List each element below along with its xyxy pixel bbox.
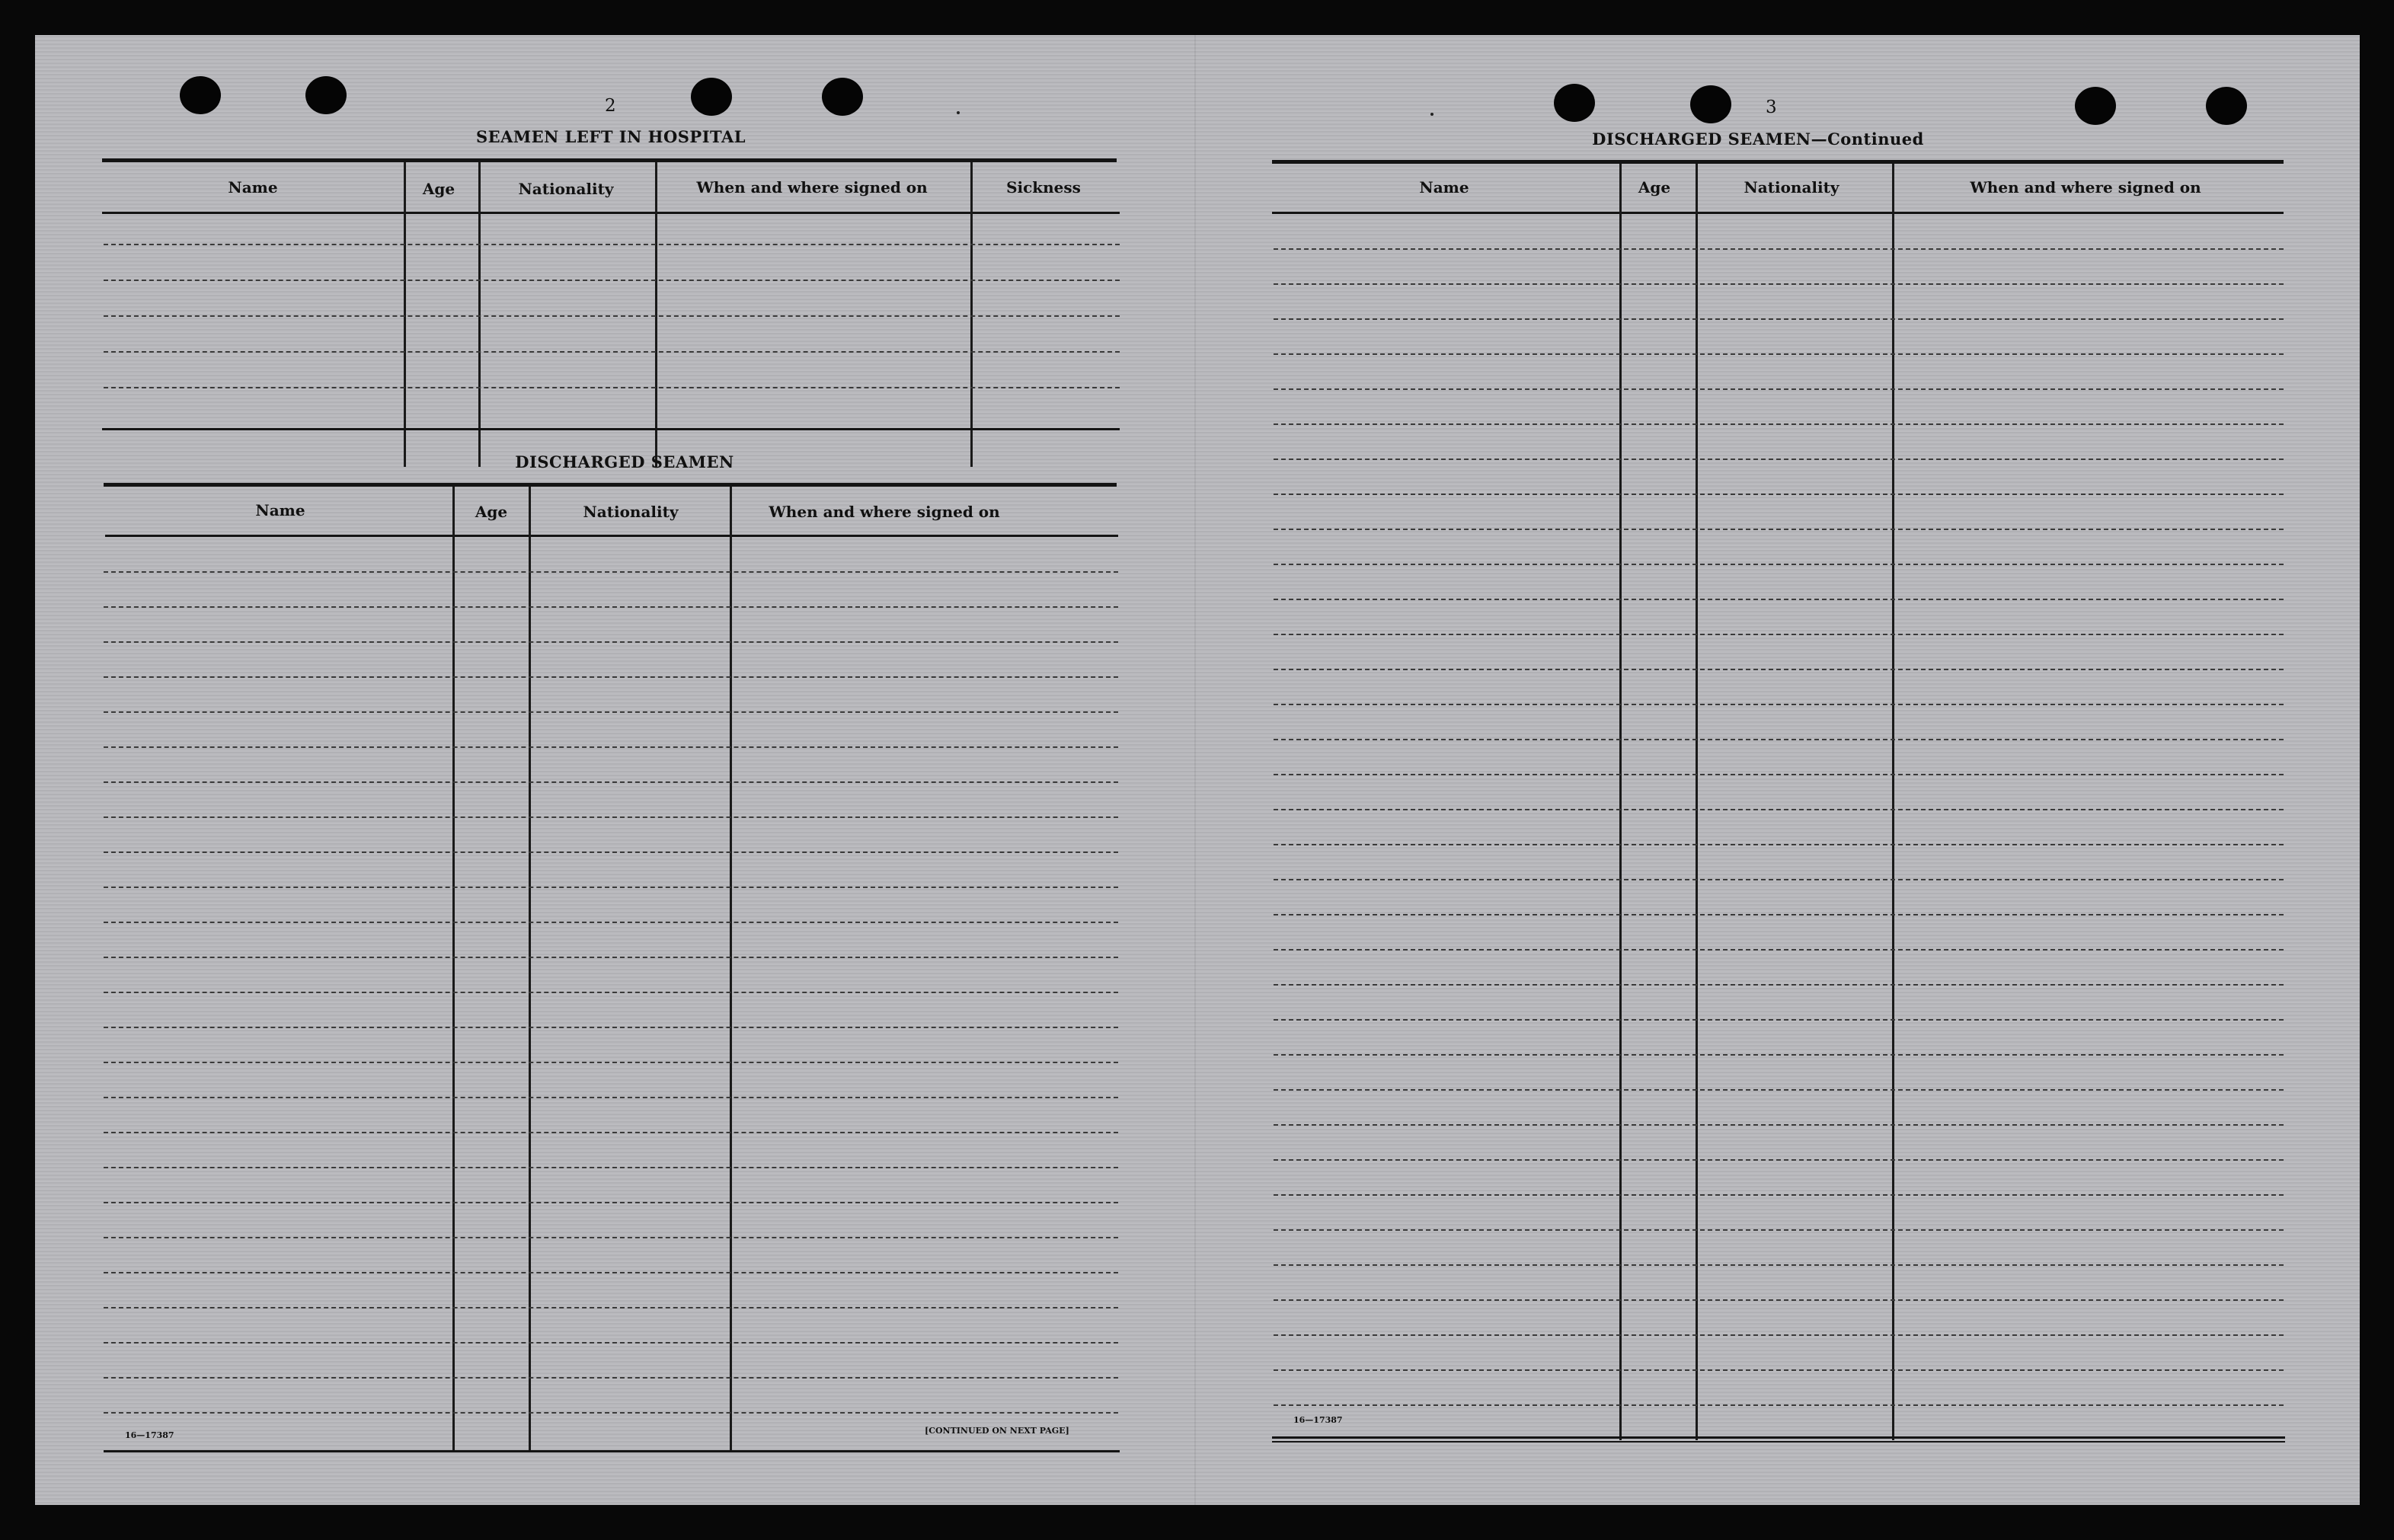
- entry-line: [1274, 634, 2284, 635]
- continued-note: [CONTINUED ON NEXT PAGE]: [925, 1426, 1069, 1436]
- entry-line: [1274, 844, 2284, 845]
- entry-line: [104, 1377, 1118, 1379]
- discharged-header-rule: [105, 535, 1118, 537]
- entry-line: [1274, 949, 2284, 951]
- hospital-col-sickness: Sickness: [1006, 178, 1081, 196]
- entry-line: [104, 280, 1120, 281]
- form-sheet: [35, 35, 2360, 1505]
- entry-line: [1274, 1194, 2284, 1196]
- continued-title-suffix: —Continued: [1811, 129, 1924, 149]
- punch-hole: [180, 76, 221, 114]
- entry-line: [1274, 809, 2284, 810]
- entry-line: [1274, 1369, 2284, 1371]
- hospital-divider: [478, 162, 481, 467]
- hospital-top-rule: [102, 158, 1117, 162]
- continued-divider: [1892, 164, 1894, 1440]
- entry-line: [1274, 1159, 2284, 1161]
- entry-line: [1274, 458, 2284, 460]
- discharged-bottom-rule: [104, 1450, 1120, 1452]
- center-fold: [1194, 35, 1196, 1505]
- entry-line: [1274, 1404, 2284, 1406]
- continued-col-nationality: Nationality: [1744, 178, 1839, 196]
- entry-line: [1274, 1019, 2284, 1021]
- punch-hole: [691, 78, 732, 116]
- entry-line: [104, 1272, 1118, 1273]
- continued-top-rule: [1272, 160, 2284, 164]
- entry-line: [1274, 423, 2284, 425]
- entry-line: [104, 1307, 1118, 1308]
- entry-line: [1274, 1299, 2284, 1301]
- form-number-right: 16—17387: [1293, 1415, 1343, 1425]
- continued-bottom-rule-2: [1272, 1441, 2285, 1443]
- entry-line: [104, 711, 1118, 713]
- continued-section-title: [1592, 129, 1924, 149]
- entry-line: [1274, 494, 2284, 495]
- entry-line: [1274, 879, 2284, 880]
- entry-line: [104, 387, 1120, 388]
- entry-line: [1274, 1054, 2284, 1056]
- entry-line: [104, 957, 1118, 958]
- entry-line: [104, 1097, 1118, 1098]
- hospital-divider: [655, 162, 657, 467]
- entry-line: [104, 1062, 1118, 1063]
- punch-hole: [2206, 87, 2247, 125]
- discharged-col-name: Name: [255, 501, 305, 519]
- entry-line: [1274, 739, 2284, 740]
- entry-line: [104, 851, 1118, 853]
- entry-line: [104, 641, 1118, 643]
- discharged-col-signed-on: When and where signed on: [769, 503, 1000, 521]
- hospital-divider: [404, 162, 406, 467]
- discharged-col-nationality: Nationality: [583, 503, 679, 521]
- entry-line: [104, 816, 1118, 818]
- entry-line: [1274, 1264, 2284, 1266]
- punch-hole: [822, 78, 863, 116]
- page-number-left: 2: [605, 96, 616, 116]
- continued-header-rule: [1272, 212, 2284, 214]
- hospital-col-signed-on: When and where signed on: [696, 178, 928, 196]
- continued-bottom-rule: [1272, 1436, 2285, 1439]
- continued-col-age: Age: [1638, 178, 1671, 196]
- entry-line: [1274, 529, 2284, 530]
- entry-line: [1274, 669, 2284, 670]
- entry-line: [1274, 388, 2284, 390]
- entry-line: [104, 922, 1118, 923]
- entry-line: [104, 1132, 1118, 1133]
- entry-line: [1274, 353, 2284, 355]
- hospital-header-rule: [102, 212, 1120, 214]
- entry-line: [1274, 984, 2284, 986]
- hospital-col-name: Name: [228, 178, 278, 196]
- continued-col-signed-on: When and where signed on: [1970, 178, 2201, 196]
- entry-line: [1274, 248, 2284, 250]
- entry-line: [1274, 599, 2284, 600]
- punch-hole: [305, 76, 347, 114]
- entry-line: [1274, 704, 2284, 705]
- entry-line: [1274, 1089, 2284, 1091]
- entry-line: [104, 746, 1118, 748]
- entry-line: [104, 315, 1120, 317]
- entry-line: [104, 676, 1118, 678]
- continued-divider: [1696, 164, 1698, 1440]
- entry-line: [104, 571, 1118, 573]
- entry-line: [104, 1412, 1118, 1414]
- hospital-bottom-rule: [102, 428, 1120, 430]
- discharged-col-age: Age: [475, 503, 508, 521]
- entry-line: [1274, 1124, 2284, 1126]
- continued-col-name: Name: [1419, 178, 1469, 196]
- entry-line: [1274, 318, 2284, 320]
- hospital-section-title: SEAMEN LEFT IN HOSPITAL: [475, 127, 746, 146]
- entry-line: [1274, 774, 2284, 775]
- entry-line: [1274, 1229, 2284, 1231]
- stray-mark: [957, 111, 960, 114]
- discharged-top-rule: [104, 483, 1117, 487]
- entry-line: [104, 244, 1120, 245]
- entry-line: [104, 606, 1118, 608]
- entry-line: [104, 1167, 1118, 1168]
- entry-line: [104, 351, 1120, 353]
- discharged-section-title: DISCHARGED SEAMEN: [515, 452, 734, 471]
- continued-divider: [1619, 164, 1622, 1440]
- punch-hole: [2075, 87, 2116, 125]
- hospital-col-age: Age: [422, 180, 455, 198]
- entry-line: [104, 1027, 1118, 1028]
- hospital-col-nationality: Nationality: [518, 180, 614, 198]
- entry-line: [104, 1237, 1118, 1238]
- entry-line: [104, 887, 1118, 888]
- entry-line: [104, 1342, 1118, 1344]
- hospital-divider: [970, 162, 973, 467]
- page-number-right: 3: [1766, 97, 1777, 117]
- punch-hole: [1554, 84, 1595, 122]
- entry-line: [104, 992, 1118, 993]
- entry-line: [1274, 1334, 2284, 1336]
- punch-hole: [1690, 85, 1731, 123]
- continued-title-main: DISCHARGED SEAMEN: [1592, 129, 1811, 149]
- entry-line: [1274, 283, 2284, 285]
- entry-line: [1274, 914, 2284, 915]
- entry-line: [1274, 564, 2284, 565]
- entry-line: [104, 1202, 1118, 1203]
- form-number-left: 16—17387: [125, 1430, 174, 1440]
- entry-line: [104, 781, 1118, 783]
- stray-mark: [1430, 113, 1434, 116]
